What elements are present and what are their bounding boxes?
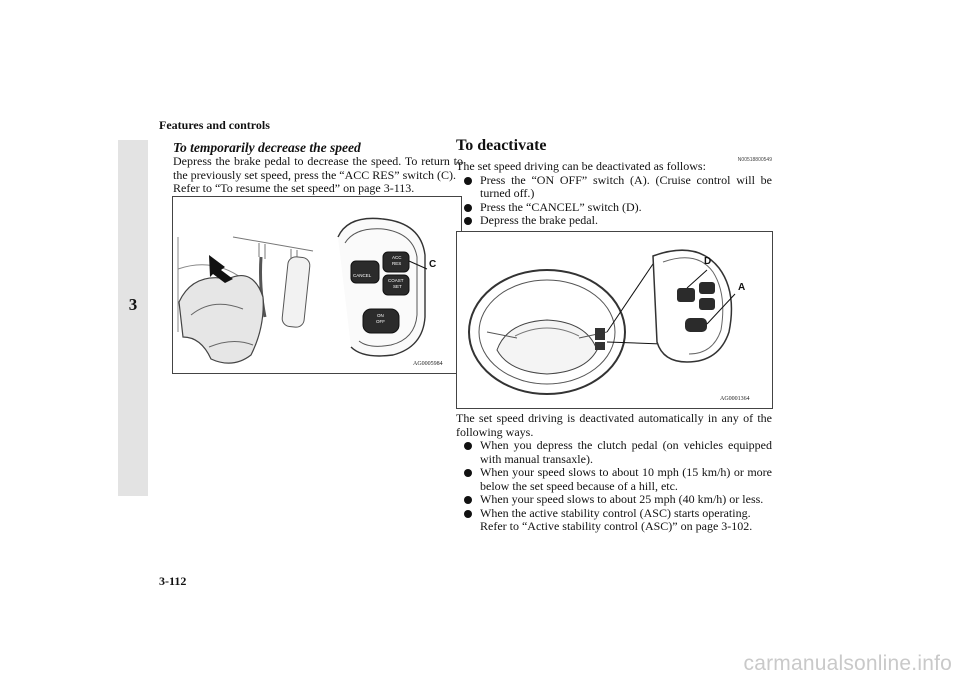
auto-deactivate-list (456, 439, 772, 520)
list-item: When the active stability control (ASC) starts operating. (462, 507, 772, 521)
figure-id: AG0001364 (720, 396, 750, 402)
bullet-icon (464, 442, 472, 450)
callout-d: D (704, 256, 712, 267)
off-button-label: OFF (376, 319, 385, 324)
watermark: carmanualsonline.info (743, 652, 952, 675)
section-heading: To deactivate (456, 137, 547, 154)
reference-code: N00518800549 (737, 157, 772, 163)
list-item: When you depress the clutch pedal (on vehicles equipped with manual transaxle). (462, 439, 772, 466)
list-item: Press the “CANCEL” switch (D). (462, 201, 772, 215)
page-number: 3-112 (159, 574, 187, 588)
bullet-icon (464, 217, 472, 225)
figure-illustration (173, 197, 461, 373)
on-button-label: ON (377, 313, 384, 318)
page-reference: Refer to “Active stability control (ASC)” on page 3-102. (480, 519, 753, 533)
chapter-tab (118, 140, 148, 496)
bullet-icon (464, 177, 472, 185)
chapter-tab-number: 3 (128, 295, 138, 314)
list-item: When your speed slows to about 25 mph (40 km/h) or less. (462, 493, 772, 507)
deactivate-list (456, 174, 772, 228)
right-column (456, 137, 772, 228)
subsection-heading: To temporarily decrease the speed (173, 140, 361, 155)
bullet-icon (464, 469, 472, 477)
bullet-icon (464, 510, 472, 518)
figure-steering-wheel (456, 231, 773, 409)
intro-paragraph: The set speed driving can be deactivated as follows: (456, 159, 706, 173)
figure-illustration (457, 232, 772, 408)
bullet-icon (464, 496, 472, 504)
res-button-label: RES (392, 261, 402, 266)
cancel-button-label: CANCEL (353, 273, 372, 278)
list-item: Press the “ON OFF” switch (A). (Cruise control will be turned off.) (462, 174, 772, 201)
auto-intro-paragraph: The set speed driving is deactivated automatically in any of the following ways. (456, 411, 772, 439)
acc-button-label: ACC (392, 255, 402, 260)
figure-brake-and-switch (172, 196, 462, 374)
callout-c: C (429, 259, 437, 270)
set-button-label: SET (393, 284, 402, 289)
bullet-icon (464, 204, 472, 212)
auto-deactivate-block (456, 412, 772, 534)
left-column (173, 140, 463, 196)
running-header: Features and controls (159, 118, 270, 132)
page-reference: Refer to “To resume the set speed” on page 3-113. (173, 181, 415, 195)
list-item: When your speed slows to about 10 mph (15 km/h) or more below the set speed because of a hill, etc. (462, 466, 772, 493)
coast-button-label: COAST (388, 278, 404, 283)
list-item: Depress the brake pedal. (462, 214, 772, 228)
figure-id: AG0005984 (413, 361, 443, 367)
body-paragraph: Depress the brake pedal to decrease the speed. To return to the previously set speed, press the “ACC RES” switch (C). (173, 154, 463, 182)
callout-a: A (738, 282, 746, 293)
